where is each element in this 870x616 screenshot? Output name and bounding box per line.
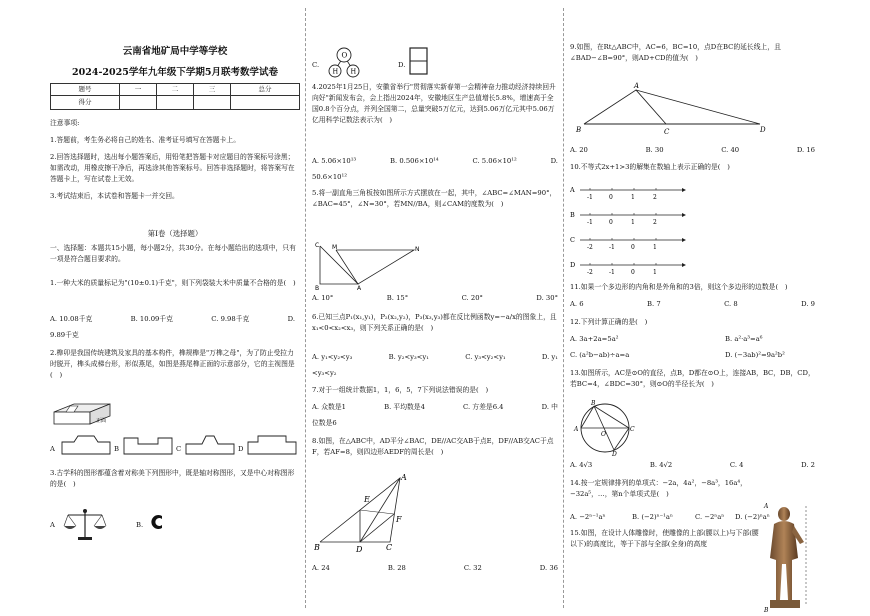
q10-number-line[interactable]: [570, 261, 686, 276]
q15-stem: 15.如图，在设计人体雕像时，使雕像的上部(腰以上)与下部(腰以下)的高度比，等于下部与全部(全身)的高度: [570, 529, 759, 548]
score-cell: [156, 95, 193, 109]
q5-option-a[interactable]: A. 10°: [312, 294, 334, 302]
q4-option-d[interactable]: D.: [550, 157, 558, 165]
q8-option-a[interactable]: A. 24: [312, 564, 330, 572]
q10-stem: 10.不等式2x+1>3的解集在数轴上表示正确的是( ): [570, 163, 730, 171]
q10-axis-arrow: [682, 238, 686, 242]
q10-option-label: B: [570, 211, 575, 219]
q9-stem: 9.如图，在Rt△ABC中，AC=6，BC=10，点D在BC的延长线上，且∠BAD−∠B=90°，则AD+CD的值为( ): [570, 43, 781, 62]
q10-tick-label: 0: [631, 244, 635, 251]
q3-molecule-icon: [322, 44, 366, 80]
q4-option-a[interactable]: A. 5.06×10¹³: [312, 157, 357, 165]
q13-stem: 13.如图所示，AC是⊙O的直径，点B，D都在⊙O上，连接AB，BC，DB，CD，若BC=4，∠BDC=30°，则⊙O的半径长为( ): [570, 369, 815, 388]
q8-triangle-figure: [314, 472, 414, 554]
score-row-label: 得分: [51, 95, 120, 109]
notes-block: [50, 118, 300, 202]
q13-label: D: [612, 451, 617, 456]
q6-stem: 6.已知三点P₁(x₁,y₁)，P₂(x₂,y₂)，P₃(x₃,y₃)都在反比例函数y=−a/x的图象上，且x₁<0<x₂<x₃，则下列关系正确的是( ): [312, 313, 557, 332]
q15-label: A: [764, 503, 769, 510]
q2-options: [50, 434, 300, 462]
score-header: 总分: [230, 84, 299, 96]
q5-triangles-figure: [314, 240, 424, 290]
q2-stem: 2.榫卯是我国传统建筑及家具的基本构件，榫规榫是"万榫之母"，为了防止受拉力时脱开，榫头成梯台形，形似燕尾，如图是燕尾榫正面的示意部分，它的主视图是( ): [50, 349, 295, 379]
q8-label: D: [356, 545, 363, 554]
q3-atom-o: O: [341, 51, 348, 60]
q7-option-d[interactable]: D. 中: [541, 403, 558, 411]
q14-stem: 14.按一定规律排列的单项式：−2a，4a²，−8a³，16a⁴，−32a⁵，…，第n个单项式是( ): [570, 479, 747, 498]
q7-stem: 7.对于一组统计数据1，1，6，5，7下列说法错误的是( ): [312, 386, 489, 394]
school-name: 云南省地矿局中学等学校: [122, 46, 228, 57]
q3-stem: 3.古学科的图形都蕴含着对称美下列图形中，既是轴对称图形，又是中心对称图形的是( ): [50, 469, 295, 488]
q12-option-a[interactable]: A. 3a+2a=5a²: [570, 335, 619, 343]
q1-option-d-cont: 9.89千克: [50, 331, 79, 339]
q6-options: [312, 352, 558, 363]
q11-option-d[interactable]: D. 9: [801, 300, 815, 308]
q13-option-b[interactable]: B. 4√2: [649, 461, 673, 469]
q10-number-line[interactable]: [570, 236, 686, 251]
q10-number-lines: [570, 178, 690, 278]
q10-option-label: C: [570, 236, 575, 244]
exam-title: 2024-2025学年九年级下学期5月联考数学试卷: [72, 67, 278, 78]
q13-option-c[interactable]: C. 4: [729, 461, 744, 469]
q14-option-a[interactable]: A. −2ⁿ⁻¹aⁿ: [570, 513, 606, 521]
q9-triangle-figure: [574, 80, 774, 138]
q11-options: [570, 299, 815, 310]
q10-axis-arrow: [682, 263, 686, 267]
q9-label: A: [634, 82, 640, 90]
q2-front-mark: 正面: [96, 418, 107, 424]
q3-option-d[interactable]: D.: [398, 61, 406, 69]
q10-option-label: D: [570, 261, 576, 269]
q10-tick-label: 1: [631, 194, 635, 201]
q5-label: C: [315, 242, 320, 249]
q8-label: A: [401, 473, 407, 482]
q11-option-c[interactable]: C. 8: [724, 300, 738, 308]
q2-option-b[interactable]: B: [114, 445, 119, 453]
q8-label: F: [396, 515, 402, 524]
q9-options: [570, 145, 815, 156]
q10-tick-label: 0: [631, 269, 635, 276]
q5-option-c[interactable]: C. 20°: [461, 294, 483, 302]
q7-option-d-cont: 位数是6: [312, 419, 337, 427]
q9-option-a[interactable]: A. 20: [570, 146, 588, 154]
q12-option-b[interactable]: B. a²·a³=a⁶: [725, 335, 763, 343]
q2-shape-b: [122, 434, 174, 456]
q8-stem: 8.如图，在△ABC中，AD平分∠BAC，DE//AC交AB于点E，DF//AB交AC于点F，若AF=8，则四边形AEDF的周长是( ): [312, 437, 554, 456]
q6-option-d-cont: <y₃<y₂: [312, 369, 337, 377]
q5-stem: 5.将一副直角三角板按如图所示方式摆放在一起，其中，∠ABC=∠MAN=90°，∠BAC=45°，∠N=30°，若MN//BA，则∠CAM的度数为( ): [312, 189, 557, 208]
note-item: 3.考试结束后，本试卷和答题卡一并交回。: [50, 192, 179, 200]
score-header: 一: [120, 84, 157, 96]
q7-options: [312, 402, 558, 413]
score-table: [50, 83, 300, 110]
q10-tick-label: 1: [631, 219, 635, 226]
section1-title: 第Ⅰ卷（选择题）: [147, 229, 203, 238]
q6-option-a[interactable]: A. y₁<y₂<y₃: [312, 353, 353, 361]
score-cell: [193, 95, 230, 109]
q1-option-a[interactable]: A. 10.08千克: [50, 315, 93, 323]
q11-option-b[interactable]: B. 7: [647, 300, 661, 308]
q8-label: C: [386, 543, 393, 552]
q2-tenon-figure: [50, 398, 120, 428]
q10-number-line[interactable]: [570, 211, 686, 226]
q8-options: [312, 563, 558, 574]
q10-tick-label: 0: [609, 194, 613, 201]
q5-label: A: [357, 285, 362, 290]
q8-option-c[interactable]: C. 32: [463, 564, 482, 572]
q5-option-d[interactable]: D. 30°: [536, 294, 558, 302]
q10-tick-label: 1: [653, 244, 657, 251]
q10-tick-label: 2: [653, 219, 657, 226]
q15-statue-figure: [762, 498, 812, 614]
q10-number-line[interactable]: [570, 186, 686, 201]
q7-option-c[interactable]: C. 方差是6.4: [463, 403, 504, 411]
q10-option-label: A: [570, 186, 575, 194]
score-header: 二: [156, 84, 193, 96]
q14-option-d[interactable]: D. (−2)ⁿaⁿ: [735, 513, 770, 521]
q2-option-c[interactable]: C: [176, 445, 182, 453]
q9-label: C: [664, 128, 670, 136]
q1-options: [50, 314, 295, 325]
q13-option-a[interactable]: A. 4√3: [570, 461, 593, 469]
q10-tick-label: -2: [587, 269, 593, 276]
q10-tick-label: -1: [587, 219, 593, 226]
q1-stem: 1.一种大米的质量标记为"(10±0.1)千克"，则下列袋装大米中质量不合格的是( ): [50, 279, 296, 287]
q10-tick-label: -1: [609, 269, 615, 276]
q15-label: B: [764, 607, 769, 614]
column-1: [50, 0, 300, 616]
q13-label: C: [630, 426, 635, 433]
q3-option-a[interactable]: A: [50, 521, 55, 529]
q9-option-d[interactable]: D. 16: [796, 146, 815, 154]
q14-option-c[interactable]: C. −2ⁿaⁿ: [695, 513, 725, 521]
q2-shape-d: [246, 434, 298, 456]
q10-axis-arrow: [682, 188, 686, 192]
score-header: 题号: [51, 84, 120, 96]
q3-option-c[interactable]: C.: [312, 61, 320, 69]
q12-option-c[interactable]: C. (a²b−ab)÷a=a: [570, 351, 630, 359]
q8-option-d[interactable]: D. 36: [539, 564, 558, 572]
q3-crescent-icon: [148, 514, 168, 530]
q8-label: E: [364, 495, 370, 504]
q10-tick-label: 0: [609, 219, 613, 226]
q2-option-d[interactable]: D: [238, 445, 244, 453]
q2-shape-c: [184, 434, 236, 456]
q3-atom-h: H: [350, 67, 357, 76]
q10-tick-label: -1: [587, 194, 593, 201]
q13-options: [570, 460, 815, 471]
q10-tick-label: -1: [609, 244, 615, 251]
q13-label: O: [601, 431, 606, 438]
q5-label: B: [315, 285, 320, 290]
q2-option-a[interactable]: A: [50, 445, 55, 453]
q10-tick-label: 1: [653, 269, 657, 276]
q4-option-b[interactable]: B. 0.506×10¹⁴: [390, 157, 439, 165]
section1-intro: 一、选择题：本题共15小题，每小题2分，共30分。在每小题给出的选项中，只有一项是符合题目要求的。: [50, 244, 296, 263]
q10-number-lines-svg: [570, 178, 690, 278]
q7-option-b[interactable]: B. 平均数是4: [384, 403, 425, 411]
q9-label: B: [576, 126, 582, 134]
note-item: 1.答题前，考生务必将自己的姓名、准考证号填写在答题卡上。: [50, 136, 240, 144]
q12-stem: 12.下列计算正确的是( ): [570, 318, 648, 326]
score-cell: [120, 95, 157, 109]
q10-tick-label: -2: [587, 244, 593, 251]
score-cell: [230, 95, 299, 109]
q12-option-d[interactable]: D. (−3ab)²=9a²b²: [725, 351, 785, 359]
q10-axis-arrow: [682, 213, 686, 217]
q14-option-b[interactable]: B. (−2)ⁿ⁻¹aⁿ: [632, 513, 673, 521]
q9-option-b[interactable]: B. 30: [645, 146, 664, 154]
q11-stem: 11.如果一个多边形的内角和是外角和的3倍，则这个多边形的边数是( ): [570, 283, 788, 291]
q3-scale-icon: [62, 506, 108, 542]
q13-label: B: [591, 400, 596, 407]
q13-circle-figure: [572, 400, 642, 456]
q4-stem: 4.2025年1月25日，安徽省举行"贯彻落实新春第一会精神奋力推动经济持续回升向好"新闻发布会，会上指出2024年，安徽地区生产总值增长5.8%，增速高于全国0.8个百分点，并列全国第二，总量突破5万亿元，达到5.06万亿元其中5.06万亿用科学记数法表示为( ): [312, 83, 556, 124]
q10-tick-label: 2: [653, 194, 657, 201]
q9-option-c[interactable]: C. 40: [721, 146, 740, 154]
q6-option-b[interactable]: B. y₂<y₃<y₁: [388, 353, 429, 361]
q3-option-b[interactable]: B.: [136, 521, 144, 529]
q13-option-d[interactable]: D. 2: [801, 461, 815, 469]
q5-options: [312, 293, 558, 304]
q4-options: [312, 156, 558, 167]
q8-label: B: [314, 543, 320, 552]
q3-atom-h: H: [332, 67, 339, 76]
q3-rect-icon: [408, 46, 430, 76]
q5-option-b[interactable]: B. 15°: [386, 294, 409, 302]
q1-option-b[interactable]: B. 10.09千克: [130, 315, 173, 323]
notes-heading: 注意事项:: [50, 119, 80, 127]
q5-label: N: [415, 246, 420, 253]
q13-label: A: [574, 426, 579, 433]
q2-shape-a: [60, 434, 112, 456]
q11-option-a[interactable]: A. 6: [570, 300, 584, 308]
q6-option-d[interactable]: D. y₁: [541, 353, 558, 361]
q5-label: M: [332, 244, 338, 251]
score-header: 三: [193, 84, 230, 96]
note-item: 2.回答选择题时，选出每小题答案后，用铅笔把答题卡对应题目的答案标号涂黑；如需改动，用橡皮擦干净后，再选涂其他答案标号。回答非选择题时，将答案写在答题卡上，写在试卷上无效。: [50, 153, 295, 183]
q4-option-c[interactable]: C. 5.06×10¹²: [472, 157, 517, 165]
q7-option-a[interactable]: A. 众数是1: [312, 403, 346, 411]
q9-label: D: [760, 126, 766, 134]
column-2: [312, 0, 558, 616]
q8-option-b[interactable]: B. 28: [387, 564, 406, 572]
q1-option-d[interactable]: D.: [287, 315, 295, 323]
q1-option-c[interactable]: C. 9.98千克: [211, 315, 250, 323]
q4-option-d-cont: 50.6×10¹²: [312, 173, 347, 181]
q6-option-c[interactable]: C. y₃<y₂<y₁: [465, 353, 506, 361]
